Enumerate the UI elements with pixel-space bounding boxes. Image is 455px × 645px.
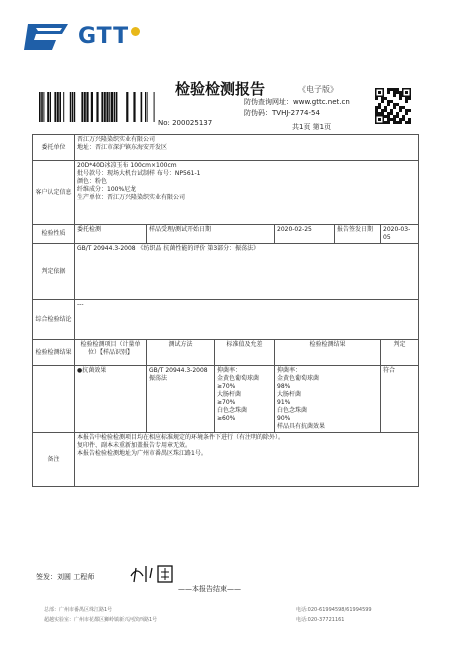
row-method: GB/T 20944.3-2008 振荡法 bbox=[147, 366, 215, 433]
qr-code-icon bbox=[375, 88, 411, 124]
sample-line: 20D*40D冰凉玉布 100cm×100cm bbox=[77, 162, 177, 169]
received-date: 2020-02-25 bbox=[275, 225, 335, 244]
row-judge: 符合 bbox=[381, 366, 419, 433]
results-blank bbox=[33, 366, 75, 433]
page-title: 检验检测报告 bbox=[175, 80, 266, 98]
basis-label: 判定依据 bbox=[33, 244, 75, 300]
head-result: 检验检测结果 bbox=[275, 340, 381, 366]
brand-name: GTT bbox=[78, 24, 140, 49]
page-count: 共1页 第1页 bbox=[292, 123, 332, 131]
gtt-logo-icon bbox=[22, 20, 72, 54]
client-name: 晋江万兴隆染织实业有限公司 bbox=[77, 136, 156, 143]
issue-date: 2020-03-05 bbox=[381, 225, 419, 244]
sample-line: 纤维成分：100%尼龙 bbox=[77, 186, 137, 193]
signer-name: 刘圆 bbox=[57, 573, 71, 581]
results-label: 检验检测结果 bbox=[33, 340, 75, 366]
client-label: 委托单位 bbox=[33, 135, 75, 161]
report-number: No: 200025137 bbox=[158, 119, 213, 127]
remark-value: 本报告中检验检测项目均在相应标准规定的环境条件下进行（有注明的除外）。 复印件、副本未重新加盖报告专用章无效。 本报告检验检测地址为广州市番禺区珠江路1号。 bbox=[75, 433, 419, 487]
conclusion-value: --- bbox=[75, 300, 419, 340]
remark-label: 备注 bbox=[33, 433, 75, 487]
row-result: 抑菌率： 金黄色葡萄球菌 98% 大肠杆菌 91% 白色念珠菌 90% 样品具有抗菌效果 bbox=[275, 366, 381, 433]
phone-headquarters: 电话:020-61994598/61994599 bbox=[296, 607, 372, 613]
sample-line: 生产单位：晋江万兴隆染织实业有限公司 bbox=[77, 194, 186, 201]
sample-info bbox=[75, 161, 419, 225]
head-standard: 标准值及允差 bbox=[215, 340, 275, 366]
head-judge: 判定 bbox=[381, 340, 419, 366]
sample-label: 客户认定信息 bbox=[33, 161, 75, 225]
phone-lab: 电话:020-37721161 bbox=[296, 617, 345, 623]
address-headquarters: 总部：广州市番禺区珠江路1号 bbox=[44, 607, 113, 613]
row-item: ●抗菌效果 bbox=[75, 366, 147, 433]
sample-line: 颜色：粉色 bbox=[77, 178, 108, 185]
client-address: 地址：晋江市深沪镇东海安开发区 bbox=[77, 144, 168, 151]
head-method: 测试方法 bbox=[147, 340, 215, 366]
issue-label: 报告签发日期 bbox=[335, 225, 381, 244]
verify-code: 防伪码：TVHJ-2774-54 bbox=[244, 109, 320, 117]
sign-label: 签发： bbox=[36, 573, 57, 581]
address-lab: 超越实验室：广州市花都区狮岭镇新兴河滨西路1号 bbox=[44, 617, 158, 623]
handwritten-signature-icon bbox=[128, 562, 178, 586]
signer-title: 工程师 bbox=[73, 573, 95, 581]
brand-dot-icon bbox=[131, 27, 140, 36]
basis-value: GB/T 20944.3-2008 《纺织品 抗菌性能的评价 第3部分：振荡法》 bbox=[75, 244, 419, 300]
report-end-note: ——本报告结束—— bbox=[178, 585, 241, 593]
category-label: 检验性质 bbox=[33, 225, 75, 244]
page-subtitle: 《电子版》 bbox=[298, 85, 338, 94]
conclusion-label: 综合检验结论 bbox=[33, 300, 75, 340]
head-item: 检验检测项目（计量单位）【样品识别】 bbox=[75, 340, 147, 366]
sign-line bbox=[36, 572, 94, 582]
verify-url: 防伪查询网址：www.gttc.net.cn bbox=[244, 98, 350, 106]
category-value: 委托检测 bbox=[75, 225, 147, 244]
barcode-icon bbox=[38, 92, 156, 122]
client-info bbox=[75, 135, 419, 161]
report-table bbox=[32, 134, 419, 487]
received-label: 样品受理/测试开始日期 bbox=[147, 225, 275, 244]
row-standard: 抑菌率： 金黄色葡萄球菌 ≥70% 大肠杆菌 ≥70% 白色念珠菌 ≥60% bbox=[215, 366, 275, 433]
sample-line: 批号款号：现场大机台试制样 布号：NP561-1 bbox=[77, 170, 201, 177]
